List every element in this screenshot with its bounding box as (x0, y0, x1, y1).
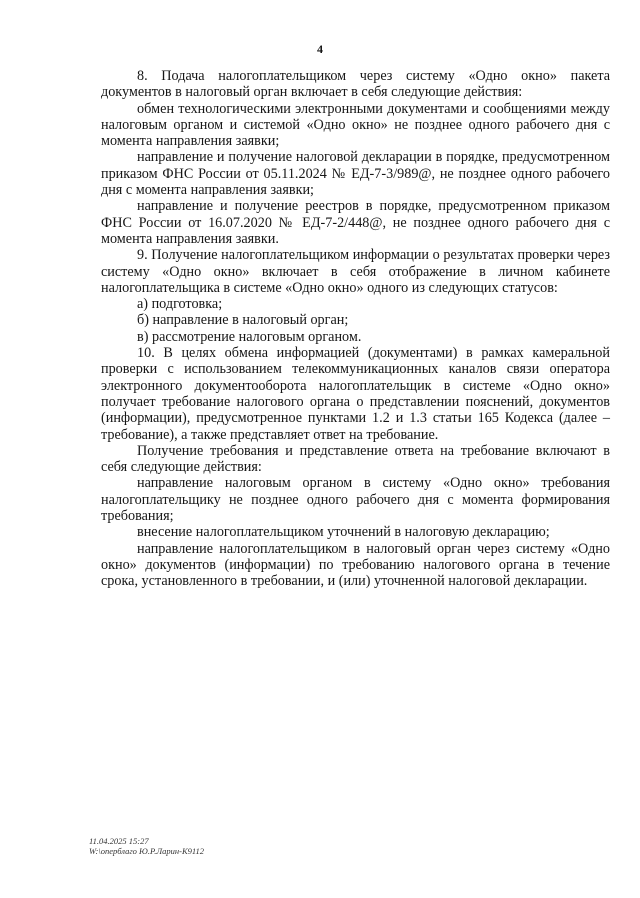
paragraph-8-item-1: обмен технологическими электронными документами и сообщениями между налоговым органом и системой «Одно окно» не позднее одного рабочего дня с момента направления заявки; (101, 100, 610, 150)
document-body (101, 68, 610, 590)
footer-author: W:\оперблаго Ю.Р.Ларин-К9112 (89, 846, 204, 856)
page-number: 4 (317, 42, 323, 56)
status-item-b: б) направление в налоговый орган; (137, 312, 349, 329)
paragraph-8-item-2: направление и получение налоговой декларации в порядке, предусмотренном приказом ФНС России от 05.11.2024 № ЕД-7-3/989@, не позднее одного рабочего дня с момента направления заявки; (101, 149, 610, 199)
status-item-a: а) подготовка; (137, 296, 223, 313)
footer-date: 11.04.2025 15:27 (89, 836, 149, 846)
footer-stamp (89, 836, 204, 856)
paragraph-10-item-1: направление налоговым органом в систему «Одно окно» требования налогоплательщику не позднее одного рабочего дня с момента формирования требования; (101, 475, 610, 525)
paragraph-8-item-3: направление и получение реестров в порядке, предусмотренном приказом ФНС России от 16.07.2020 № ЕД-7-2/448@, не позднее одного рабочего дня с момента направления заявки. (101, 198, 610, 247)
paragraph-10-intro: Получение требования и представление ответа на требование включают в себя следующие действия: (101, 442, 610, 476)
status-item-c: в) рассмотрение налоговым органом. (137, 328, 362, 345)
paragraph-10: 10. В целях обмена информацией (документами) в рамках камеральной проверки с использованием телекоммуникационных каналов связи оператора электронного документооборота налогоплательщик в системе «Одно окно» получает требование налогового органа о представлении пояснений, документов (информации), предусмотренное пунктами 1.2 и 1.3 статьи 165 Кодекса (далее – требование), а также представляет ответ на требование. (101, 345, 610, 443)
paragraph-10-item-2: внесение налогоплательщиком уточнений в налоговую декларацию; (137, 524, 550, 541)
paragraph-8: 8. Подача налогоплательщиком через систему «Одно окно» пакета документов в налоговый орган включает в себя следующие действия: (101, 68, 610, 101)
paragraph-10-item-3: направление налогоплательщиком в налоговый орган через систему «Одно окно» документов (информации) по требованию налогового органа в течение срока, установленного в требовании, и (или) уточненной налоговой декларации. (101, 540, 610, 590)
paragraph-9: 9. Получение налогоплательщиком информации о результатах проверки через систему «Одно окно» включает в себя отображение в личном кабинете налогоплательщика в системе «Одно окно» одного из следующих статусов: (101, 247, 610, 296)
